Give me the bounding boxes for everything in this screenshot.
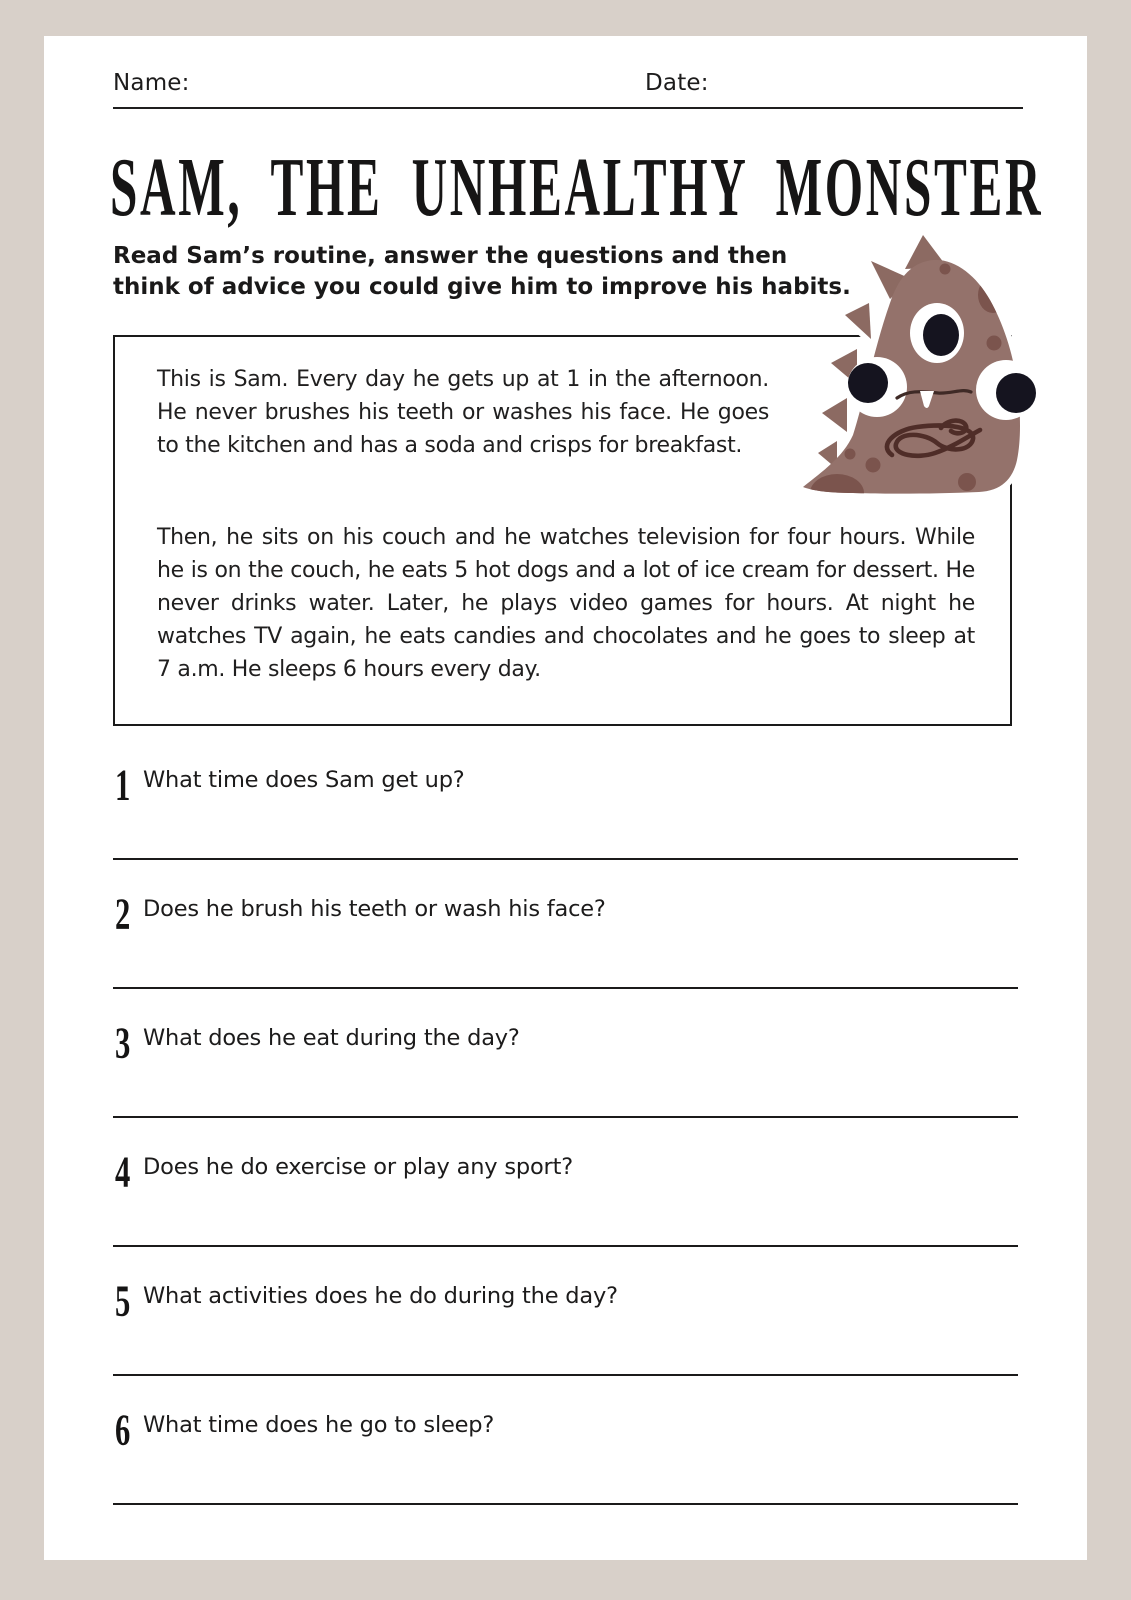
question-6-number: 6 xyxy=(115,1407,131,1456)
monster-spot xyxy=(845,449,856,460)
instructions-line-2: think of advice you could give him to improve his habits. xyxy=(113,274,851,300)
monster-spot xyxy=(958,473,976,491)
question-2-number: 2 xyxy=(115,891,131,940)
answer-line-2 xyxy=(113,987,1018,989)
question-3-number: 3 xyxy=(115,1020,131,1069)
date-label: Date: xyxy=(645,70,709,96)
monster-left-eye-pupil xyxy=(848,363,888,403)
monster-illustration xyxy=(795,225,1045,500)
question-6-text: What time does he go to sleep? xyxy=(143,1412,495,1438)
name-date-write-line xyxy=(113,107,1023,109)
monster-center-eye-pupil xyxy=(923,314,959,356)
question-1-text: What time does Sam get up? xyxy=(143,767,465,793)
monster-spot xyxy=(866,458,881,473)
question-4-number: 4 xyxy=(115,1149,131,1198)
question-5-number: 5 xyxy=(115,1278,131,1327)
monster-spot xyxy=(987,336,1002,351)
monster-right-eye-pupil xyxy=(996,373,1036,413)
answer-line-4 xyxy=(113,1245,1018,1247)
question-5-text: What activities does he do during the day? xyxy=(143,1283,618,1309)
reading-paragraph-2: Then, he sits on his couch and he watches television for four hours. While he is on the couch, he eats 5 hot dogs and a lot of ice cream for dessert. He never drinks water. Later, he plays video games for hours. At night he watches TV again, he eats candies and chocolates and he goes to sleep at 7 a.m. He sleeps 6 hours every day. xyxy=(157,525,975,682)
reading-paragraph-1: This is Sam. Every day he gets up at 1 in the afternoon. He never brushes his teeth or washes his face. He goes to the kitchen and has a soda and crisps for breakfast. xyxy=(157,367,769,458)
monster-spot xyxy=(940,264,951,275)
question-2-text: Does he brush his teeth or wash his face? xyxy=(143,896,606,922)
answer-line-6 xyxy=(113,1503,1018,1505)
answer-line-1 xyxy=(113,858,1018,860)
question-3-text: What does he eat during the day? xyxy=(143,1025,520,1051)
instructions-line-1: Read Sam’s routine, answer the questions and then xyxy=(113,243,788,269)
worksheet-page xyxy=(44,36,1087,1560)
question-4-text: Does he do exercise or play any sport? xyxy=(143,1154,573,1180)
answer-line-3 xyxy=(113,1116,1018,1118)
worksheet-title: SAM, THE UNHEALTHY MONSTER xyxy=(110,141,1044,235)
instructions xyxy=(113,241,851,303)
name-label: Name: xyxy=(113,70,190,96)
answer-line-5 xyxy=(113,1374,1018,1376)
question-1-number: 1 xyxy=(115,762,131,811)
